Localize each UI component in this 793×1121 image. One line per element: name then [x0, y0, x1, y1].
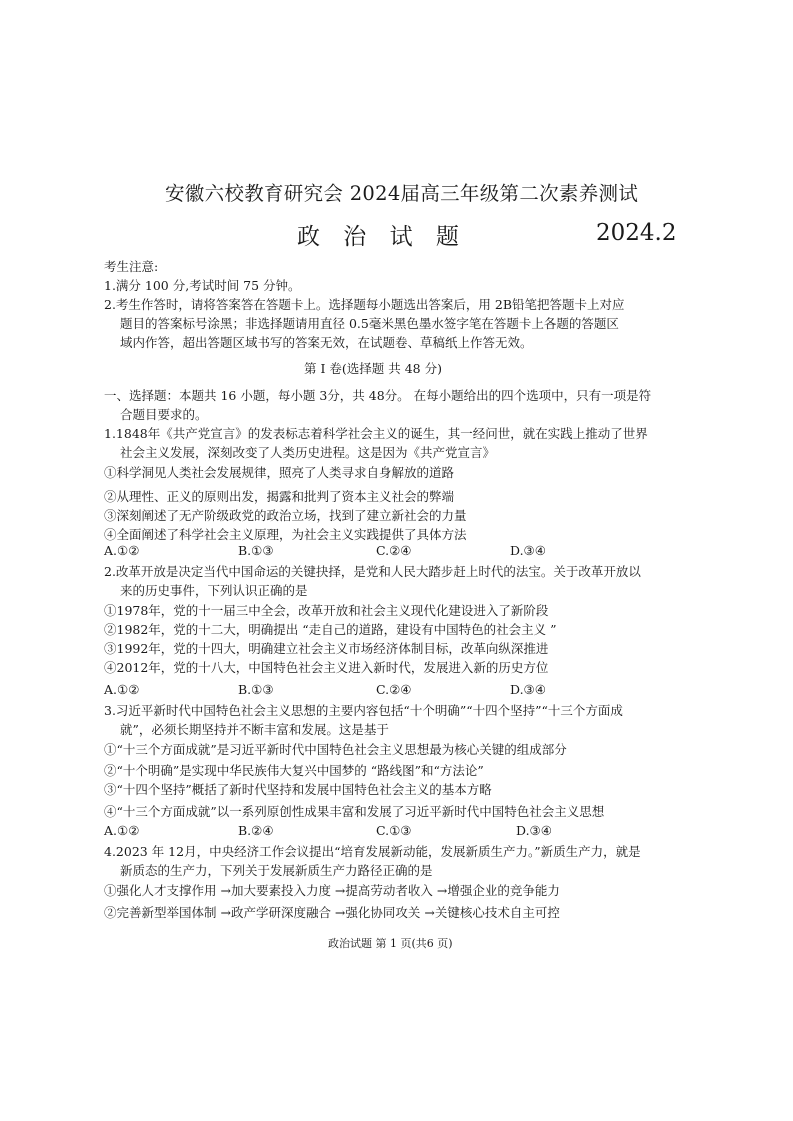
notice-line: 2.考生作答时，请将答案答在答题卡上。选择题每小题选出答案后，用 2B铅笔把答题卡上对应	[104, 297, 625, 312]
question-3	[104, 701, 694, 821]
question-item: ③1992年，党的十四大，明确建立社会主义市场经济体制目标，改革向纵深推进	[104, 641, 549, 656]
option-a[interactable]: A.①②	[104, 823, 140, 838]
question-stem: 就”，必须长期坚持并不断丰富和发展。这是基于	[120, 722, 389, 737]
option-d[interactable]: D.③④	[510, 543, 546, 558]
question-2	[104, 562, 694, 677]
page-footer: 政治试题 第 1 页(共6 页)	[328, 937, 453, 950]
option-c[interactable]: C.①③	[376, 823, 412, 838]
notice-line: 1.满分 100 分,考试时间 75 分钟。	[104, 278, 301, 293]
question-2-options	[104, 682, 694, 701]
notice-block	[104, 257, 694, 352]
question-item: ①科学洞见人类社会发展规律，照亮了人类寻求自身解放的道路	[104, 465, 455, 480]
notice-line: 题目的答案标号涂黑；非选择题请用直径 0.5毫米黑色墨水签字笔在答题卡上各题的答题区	[120, 316, 619, 331]
question-item: ①1978年，党的十一届三中全会，改革开放和社会主义现代化建设进入了新阶段	[104, 603, 549, 618]
notice-heading: 考生注意:	[104, 259, 159, 274]
option-b[interactable]: B.①③	[238, 682, 274, 697]
question-1	[104, 424, 694, 544]
question-stem: 4.2023 年 12月，中央经济工作会议提出“培育发展新动能，发展新质生产力。”新质生产力，就是	[104, 844, 641, 859]
question-item: ③深刻阐述了无产阶级政党的政治立场，找到了建立新社会的力量	[104, 508, 467, 523]
question-item: ④全面阐述了科学社会主义原理，为社会主义实践提供了具体方法	[104, 527, 467, 542]
question-3-options	[104, 823, 694, 842]
question-item: ②“十个明确”是实现中华民族伟大复兴中国梦的 “路线图”和“方法论”	[104, 763, 484, 778]
option-c[interactable]: C.②④	[376, 543, 412, 558]
question-4	[104, 842, 694, 922]
option-d[interactable]: D.③④	[510, 682, 546, 697]
option-b[interactable]: B.②④	[238, 823, 274, 838]
question-stem: 1.1848年《共产党宣言》的发表标志着科学社会主义的诞生，其一经问世，就在实践上推动了世界	[104, 426, 648, 441]
option-c[interactable]: C.②④	[376, 682, 412, 697]
question-stem: 3.习近平新时代中国特色社会主义思想的主要内容包括“十个明确”“十四个坚持”“十三个方面成	[104, 703, 623, 718]
question-stem: 社会主义发展，深刻改变了人类历史进程。这是因为《共产党宣言》	[120, 445, 496, 460]
option-b[interactable]: B.①③	[238, 543, 274, 558]
section-intro	[104, 386, 694, 424]
question-stem: 来的历史事件，下列认识正确的是	[120, 583, 308, 598]
question-1-options	[104, 543, 694, 562]
option-a[interactable]: A.①②	[104, 543, 140, 558]
question-item: ④“十三个方面成就”以一系列原创性成果丰富和发展了习近平新时代中国特色社会主义思想	[104, 804, 605, 819]
section-intro-line: 一、选择题：本题共 16 小题，每小题 3分，共 48分。 在每小题给出的四个选项中，只有一项是符	[104, 388, 652, 403]
question-item: ③“十四个坚持”概括了新时代坚持和发展中国特色社会主义的基本方略	[104, 782, 492, 797]
exam-title: 安徽六校教育研究会 2024届高三年级第二次素养测试	[165, 182, 639, 205]
exam-date: 2024.2	[596, 220, 677, 246]
question-item: ①“十三个方面成就”是习近平新时代中国特色社会主义思想最为核心关键的组成部分	[104, 742, 567, 757]
option-a[interactable]: A.①②	[104, 682, 140, 697]
section-intro-line: 合题目要求的。	[120, 407, 208, 422]
question-item: ②从理性、正义的原则出发，揭露和批判了资本主义社会的弊端	[104, 489, 455, 504]
option-d[interactable]: D.③④	[516, 823, 552, 838]
question-item: ④2012年，党的十八大，中国特色社会主义进入新时代，发展进入新的历史方位	[104, 660, 549, 675]
question-item: ②完善新型举国体制 →政产学研深度融合 →强化协同攻关 →关键核心技术自主可控	[104, 905, 560, 920]
notice-line: 域内作答，超出答题区域书写的答案无效，在试题卷、草稿纸上作答无效。	[120, 335, 533, 350]
question-stem: 2.改革开放是决定当代中国命运的关键抉择，是党和人民大踏步赶上时代的法宝。关于改革开放以	[104, 564, 641, 579]
question-item: ①强化人才支撑作用 →加大要素投入力度 →提高劳动者收入 →增强企业的竞争能力	[104, 883, 560, 898]
section-title: 第 I 卷(选择题 共 48 分)	[304, 361, 442, 376]
question-item: ②1982年，党的十二大，明确提出 “走自己的道路，建设有中国特色的社会主义 ”	[104, 622, 557, 637]
question-stem: 新质态的生产力，下列关于发展新质生产力路径正确的是	[120, 863, 433, 878]
subject-title: 政 治 试 题	[297, 224, 467, 250]
